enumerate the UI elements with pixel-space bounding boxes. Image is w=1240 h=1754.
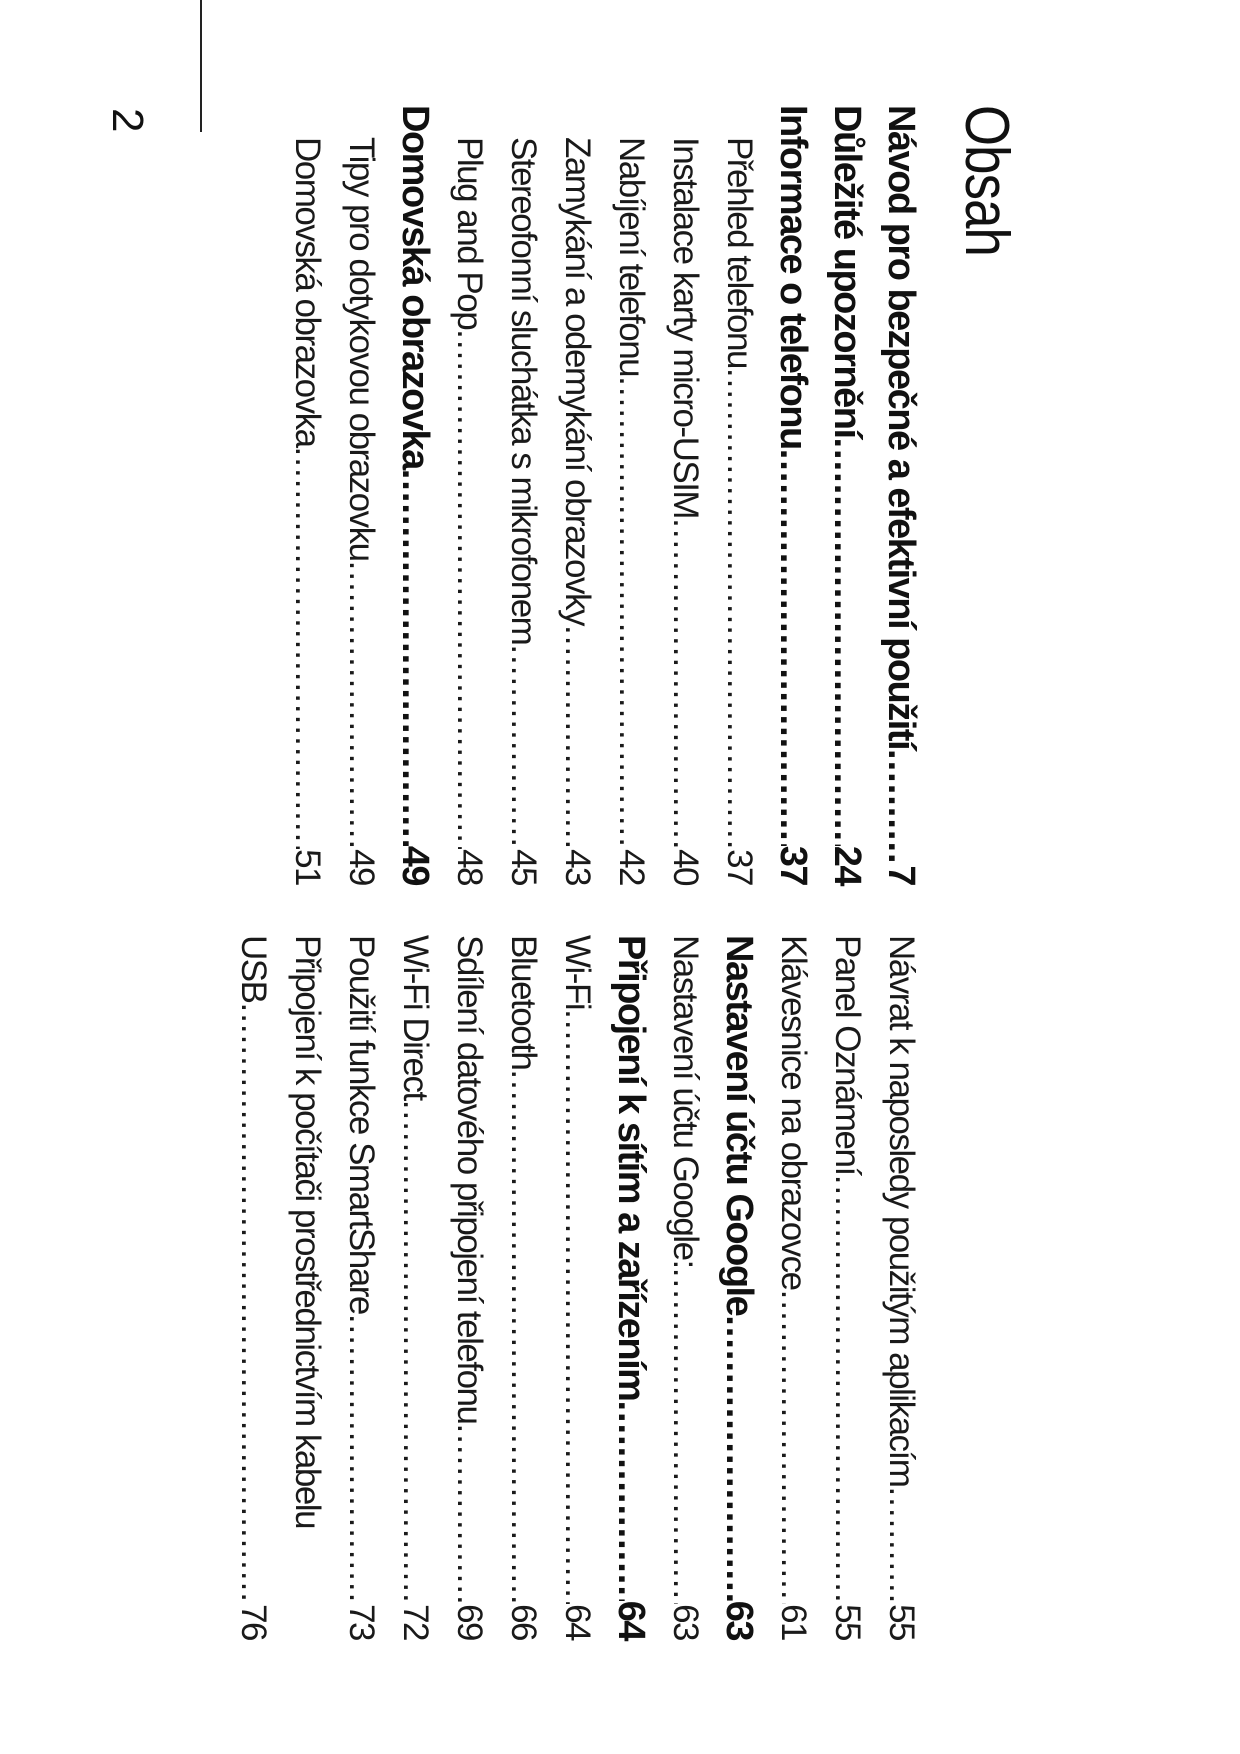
dot-leader	[604, 376, 658, 849]
dot-leader	[766, 1290, 820, 1604]
toc-right-column	[226, 935, 928, 1640]
page-number-rule	[200, 0, 202, 132]
toc-entry-page: 64	[610, 1600, 652, 1640]
toc-entry-page: 45	[504, 849, 543, 885]
toc-entry[interactable]	[820, 935, 874, 1640]
toc-entry[interactable]	[280, 105, 334, 885]
dot-leader	[550, 625, 604, 849]
page-number: 2	[103, 108, 152, 133]
toc-entry[interactable]	[388, 105, 442, 885]
toc-entry-page: 66	[504, 1604, 543, 1640]
toc-entry-page: 72	[396, 1604, 435, 1640]
dot-leader	[658, 518, 712, 849]
toc-entry[interactable]	[442, 105, 496, 885]
toc-entry-page: 64	[558, 1604, 597, 1640]
toc-entry-page: 69	[450, 1604, 489, 1640]
toc-entry[interactable]	[550, 935, 604, 1640]
toc-entry-label: Použití funkce SmartShare	[342, 935, 381, 1314]
dot-leader	[388, 1100, 442, 1604]
toc-entry[interactable]	[766, 105, 820, 885]
toc-entry[interactable]	[874, 935, 928, 1640]
dot-leader	[820, 438, 874, 846]
toc-entry-label: Domovská obrazovka	[394, 105, 436, 469]
toc-entry[interactable]	[334, 105, 388, 885]
toc-entry[interactable]	[226, 935, 280, 1640]
toc-entry-page: 37	[720, 849, 759, 885]
toc-entry-label: Wi-Fi Direct	[396, 935, 435, 1100]
dot-leader	[874, 749, 928, 865]
toc-entry-label: Tipy pro dotykovou obrazovku	[342, 137, 381, 561]
toc-entry[interactable]	[442, 935, 496, 1640]
toc-entry-label: Instalace karty micro-USIM	[666, 137, 705, 519]
toc-entry-label: Důležité upozornění	[826, 105, 868, 438]
toc-entry-page: 73	[342, 1604, 381, 1640]
toc-entry-label: Nabíjení telefonu	[612, 137, 651, 377]
dot-leader	[820, 1175, 874, 1604]
toc-entry-label: Návrat k naposledy použitým aplikacím	[882, 935, 921, 1487]
toc-entry-label: Sdílení datového připojení telefonu	[450, 935, 489, 1424]
toc-entry-page: 37	[772, 845, 814, 885]
toc-entry-label: Stereofonní sluchátka s mikrofonem	[504, 137, 543, 645]
dot-leader	[334, 561, 388, 849]
toc-entry[interactable]	[604, 105, 658, 885]
toc-entry-label: USB	[234, 935, 273, 1003]
toc-entry[interactable]	[874, 105, 928, 885]
toc-entry-label: Návod pro bezpečné a efektivní použití	[880, 105, 922, 750]
toc-entry[interactable]	[604, 935, 658, 1640]
toc-entry-label: Připojení k sítím a zařízením	[610, 935, 652, 1401]
dot-leader	[442, 1423, 496, 1604]
toc-entry-page: 76	[234, 1604, 273, 1640]
dot-leader	[388, 469, 442, 846]
toc-entry[interactable]	[712, 105, 766, 885]
dot-leader	[766, 449, 820, 846]
toc-entry[interactable]	[496, 935, 550, 1640]
toc-entry-page: 43	[558, 849, 597, 885]
toc-entry[interactable]	[766, 935, 820, 1640]
toc-entry-page: 55	[828, 1604, 867, 1640]
toc-entry-page: 49	[342, 849, 381, 885]
toc-entry[interactable]	[334, 935, 388, 1640]
toc-entry-label: Domovská obrazovka	[288, 137, 327, 447]
dot-leader	[550, 1009, 604, 1604]
toc-entry-label: Plug and Pop	[450, 137, 489, 330]
toc-entry[interactable]	[712, 935, 766, 1640]
toc-entry-label: Nastavení účtu Google	[718, 935, 760, 1316]
toc-entry[interactable]	[658, 105, 712, 885]
toc-entry[interactable]	[550, 105, 604, 885]
toc-entry-label: Zamykání a odemykání obrazovky	[558, 137, 597, 626]
dot-leader	[496, 1069, 550, 1604]
page-title: Obsah	[952, 105, 1021, 257]
toc-entry-label: Wi-Fi	[558, 935, 597, 1010]
dot-leader	[226, 1002, 280, 1604]
toc-entry-page: 49	[394, 845, 436, 885]
toc-entry-page: 40	[666, 849, 705, 885]
dot-leader	[874, 1486, 928, 1604]
toc-entry-page: 42	[612, 849, 651, 885]
toc-entry-label: Klávesnice na obrazovce	[774, 935, 813, 1290]
toc-entry-page: 48	[450, 849, 489, 885]
toc-entry-label: Informace o telefonu	[772, 105, 814, 449]
toc-entry[interactable]	[388, 935, 442, 1640]
dot-leader	[604, 1400, 658, 1600]
dot-leader	[658, 1268, 712, 1604]
dot-leader	[712, 368, 766, 849]
toc-entry-label: Přehled telefonu	[720, 137, 759, 368]
dot-leader	[712, 1315, 766, 1600]
toc-entry[interactable]	[280, 935, 334, 1640]
toc-entry-page: 63	[666, 1604, 705, 1640]
toc-entry[interactable]	[496, 105, 550, 885]
toc-entry[interactable]	[658, 935, 712, 1640]
dot-leader	[280, 447, 334, 850]
toc-entry-page: 63	[718, 1600, 760, 1640]
dot-leader	[334, 1314, 388, 1604]
toc-entry-label: Panel Oznámení	[828, 935, 867, 1175]
toc-entry-page: 24	[826, 845, 868, 885]
dot-leader	[442, 329, 496, 849]
toc-entry-label: Nastavení účtu Google:	[666, 935, 705, 1268]
dot-leader	[496, 644, 550, 849]
toc-entry[interactable]	[820, 105, 874, 885]
toc-left-column	[280, 105, 928, 885]
toc-entry-label: Připojení k počítači prostřednictvím kabelu	[288, 935, 327, 1529]
toc-entry-page: 61	[774, 1604, 813, 1640]
toc-entry-page: 55	[882, 1604, 921, 1640]
toc-entry-page: 7	[880, 865, 922, 885]
toc-entry-page: 51	[288, 849, 327, 885]
toc-entry-label: Bluetooth	[504, 935, 543, 1070]
